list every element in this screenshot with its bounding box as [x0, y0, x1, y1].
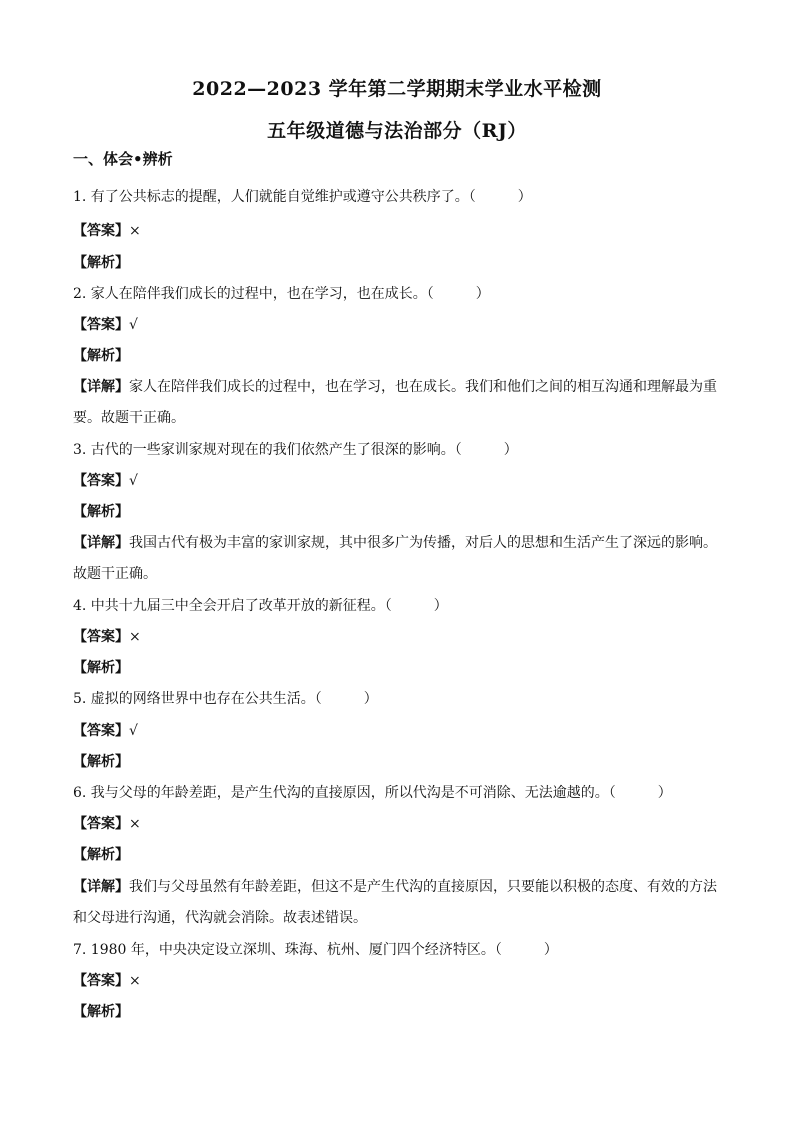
analysis-label-5: 【解析】: [73, 754, 129, 770]
detail-6: [73, 872, 721, 934]
analysis-label-4: 【解析】: [73, 660, 129, 676]
answer-label: 【答案】: [73, 723, 129, 739]
answer-value: ×: [129, 816, 141, 832]
answer-row-1: [73, 224, 141, 238]
detail-3: [73, 528, 721, 590]
analysis-label-3: 【解析】: [73, 504, 129, 520]
answer-label: 【答案】: [73, 629, 129, 645]
page-title: 2022—2023 学年第二学期期末学业水平检测: [192, 78, 602, 100]
answer-value: ×: [129, 629, 141, 645]
question-2: 2. 家人在陪伴我们成长的过程中，也在学习，也在成长。（ ）: [73, 286, 490, 302]
answer-row-6: [73, 817, 141, 831]
question-5: 5. 虚拟的网络世界中也存在公共生活。（ ）: [73, 691, 378, 707]
answer-value: ×: [129, 223, 141, 239]
detail-label: 【详解】: [73, 535, 129, 551]
analysis-label-6: 【解析】: [73, 847, 129, 863]
detail-text: 家人在陪伴我们成长的过程中，也在学习，也在成长。我们和他们之间的相互沟通和理解最为重要。故题干正确。: [73, 379, 717, 426]
detail-text: 我国古代有极为丰富的家训家规，其中很多广为传播，对后人的思想和生活产生了深远的影响。故题干正确。: [73, 535, 717, 582]
answer-label: 【答案】: [73, 473, 129, 489]
answer-row-4: [73, 630, 141, 644]
page-subtitle: 五年级道德与法治部分（RJ）: [267, 120, 527, 142]
answer-label: 【答案】: [73, 973, 129, 989]
question-7: 7. 1980 年，中央决定设立深圳、珠海、杭州、厦门四个经济特区。（ ）: [73, 942, 558, 958]
question-1: 1. 有了公共标志的提醒，人们就能自觉维护或遵守公共秩序了。（ ）: [73, 189, 532, 205]
answer-value: √: [129, 723, 138, 739]
answer-row-2: [73, 318, 138, 332]
analysis-label-1: 【解析】: [73, 255, 129, 271]
answer-row-3: [73, 474, 138, 488]
question-3: 3. 古代的一些家训家规对现在的我们依然产生了很深的影响。（ ）: [73, 442, 518, 458]
analysis-label-7: 【解析】: [73, 1004, 129, 1020]
question-6: 6. 我与父母的年龄差距，是产生代沟的直接原因，所以代沟是不可消除、无法逾越的。（ ）: [73, 785, 672, 801]
detail-label: 【详解】: [73, 879, 129, 895]
question-4: 4. 中共十九届三中全会开启了改革开放的新征程。（ ）: [73, 598, 448, 614]
answer-row-5: [73, 724, 138, 738]
section-heading: 一、体会•辨析: [73, 150, 173, 168]
answer-value: √: [129, 473, 138, 489]
answer-label: 【答案】: [73, 317, 129, 333]
answer-label: 【答案】: [73, 816, 129, 832]
answer-value: √: [129, 317, 138, 333]
analysis-label-2: 【解析】: [73, 348, 129, 364]
detail-text: 我们与父母虽然有年龄差距，但这不是产生代沟的直接原因，只要能以积极的态度、有效的方法和父母进行沟通，代沟就会消除。故表述错误。: [73, 879, 717, 926]
answer-row-7: [73, 974, 141, 988]
answer-label: 【答案】: [73, 223, 129, 239]
answer-value: ×: [129, 973, 141, 989]
detail-2: [73, 372, 721, 434]
detail-label: 【详解】: [73, 379, 129, 395]
